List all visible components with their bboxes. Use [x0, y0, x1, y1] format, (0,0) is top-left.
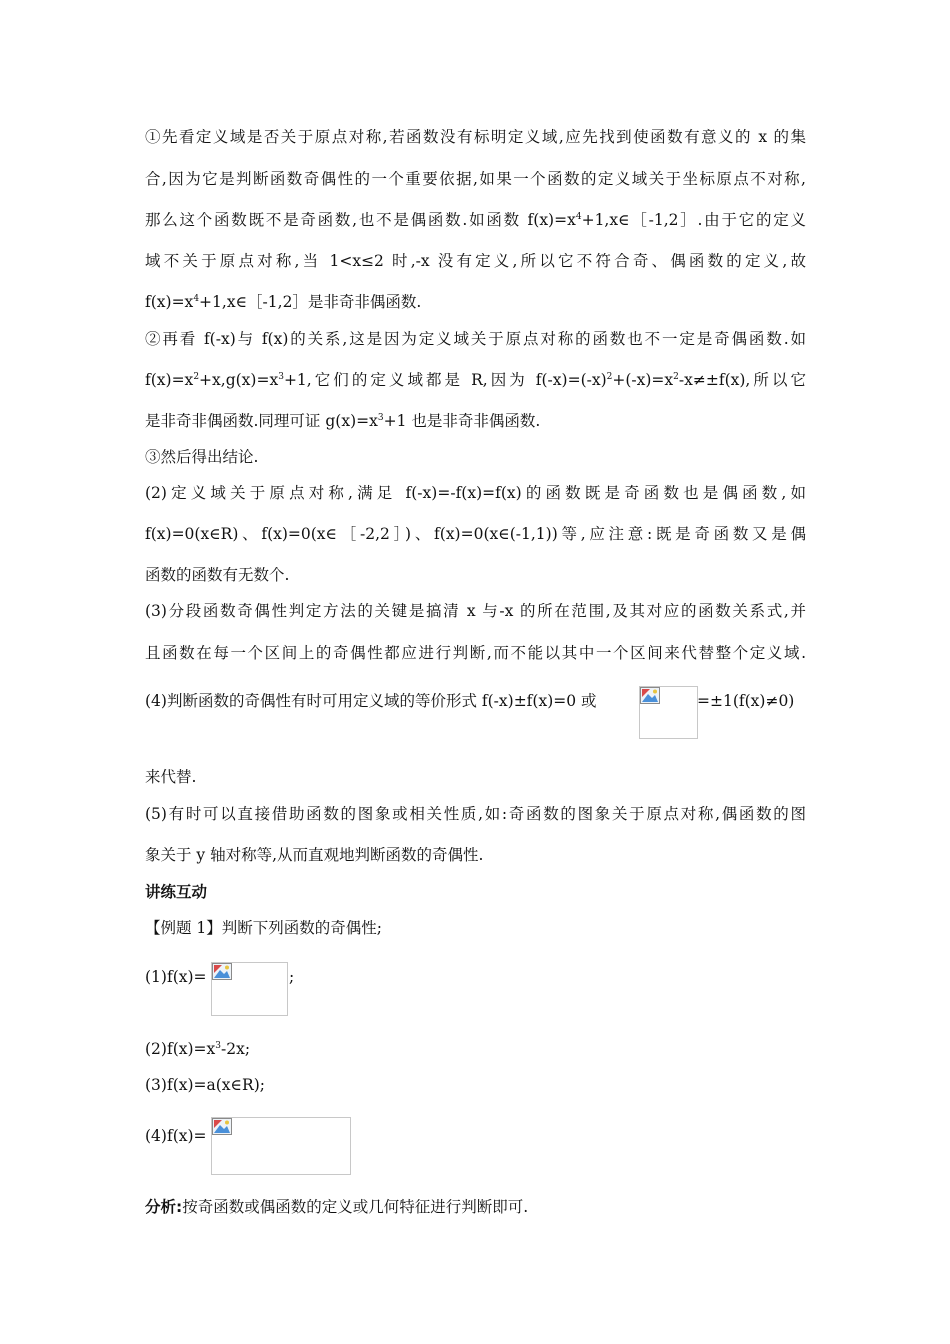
formula-image-placeholder: [211, 962, 288, 1016]
formula-image-placeholder: [639, 686, 698, 739]
paragraph-line: 来代替.: [145, 768, 197, 786]
analysis-text: 按奇函数或偶函数的定义或几何特征进行判断即可.: [182, 1198, 529, 1216]
paragraph-line: f(x)=0(x∈R)、f(x)=0(x∈［-2,2］)、f(x)=0(x∈(-1,1))等,应注意:既是奇函数又是偶: [145, 525, 806, 543]
paragraph-line: 那么这个函数既不是奇函数,也不是偶函数.如函数 $f(x)=x^4+1,x\in[-1,2]$.由于它的定义: [145, 211, 806, 229]
paragraph-line: ①先看定义域是否关于原点对称,若函数没有标明定义域,应先找到使函数有意义的 x 的集: [145, 128, 806, 146]
paragraph-line: (3)分段函数奇偶性判定方法的关键是搞清 x 与-x 的所在范围,及其对应的函数关系式,并: [145, 602, 806, 620]
example-item: (4)f(x)=: [145, 1127, 207, 1145]
broken-image-icon: [640, 687, 660, 704]
formula-image-placeholder: [211, 1117, 351, 1175]
paragraph-line: 域不关于原点对称,当 1<x≤2 时,-x 没有定义,所以它不符合奇、偶函数的定义,故: [145, 252, 806, 270]
paragraph-line: (2)定义域关于原点对称,满足 f(-x)=-f(x)=f(x)的函数既是奇函数也是偶函数,如: [145, 484, 806, 502]
paragraph-line: 且函数在每一个区间上的奇偶性都应进行判断,而不能以其中一个区间来代替整个定义域.: [145, 644, 806, 662]
example-title: 【例题 1】判断下列函数的奇偶性;: [145, 919, 383, 937]
example-item: (1)f(x)=: [145, 968, 207, 986]
analysis-line: [145, 1197, 528, 1217]
paragraph-line: $f(x)=x^4+1,x\in[-1,2]$是非奇非偶函数.: [145, 293, 422, 311]
paragraph-line: 函数的函数有无数个.: [145, 566, 290, 584]
analysis-label: 分析:: [145, 1198, 183, 1216]
broken-image-icon: [212, 963, 232, 980]
section-title: 讲练互动: [145, 883, 208, 901]
paragraph-line: =±1(f(x)≠0): [697, 692, 795, 710]
example-item: $(2)f(x)=x^3-2x$;: [145, 1040, 251, 1058]
paragraph-line: $f(x)=x^2+x,g(x)=x^3+1$,它们的定义域都是 R,因为 $f(-x)=(-x)^2+(-x)=x^2-x\ne\pm f(x)$,所以它: [145, 371, 806, 389]
paragraph-line: ;: [289, 968, 295, 986]
paragraph-line: ③然后得出结论.: [145, 448, 259, 466]
paragraph-line: 合,因为它是判断函数奇偶性的一个重要依据,如果一个函数的定义域关于坐标原点不对称,: [145, 170, 806, 188]
paragraph-line: 是非奇非偶函数.同理可证 $g(x)=x^3+1$ 也是非奇非偶函数.: [145, 412, 541, 430]
paragraph-line: ②再看 f(-x)与 f(x)的关系,这是因为定义域关于原点对称的函数也不一定是奇偶函数.如: [145, 330, 806, 348]
broken-image-icon: [212, 1118, 232, 1135]
paragraph-line: (5)有时可以直接借助函数的图象或相关性质,如:奇函数的图象关于原点对称,偶函数的图: [145, 805, 806, 823]
example-item: (3)f(x)=a(x∈R);: [145, 1076, 265, 1094]
paragraph-line: (4)判断函数的奇偶性有时可用定义域的等价形式 f(-x)±f(x)=0 或: [145, 692, 597, 710]
paragraph-line: 象关于 y 轴对称等,从而直观地判断函数的奇偶性.: [145, 846, 484, 864]
